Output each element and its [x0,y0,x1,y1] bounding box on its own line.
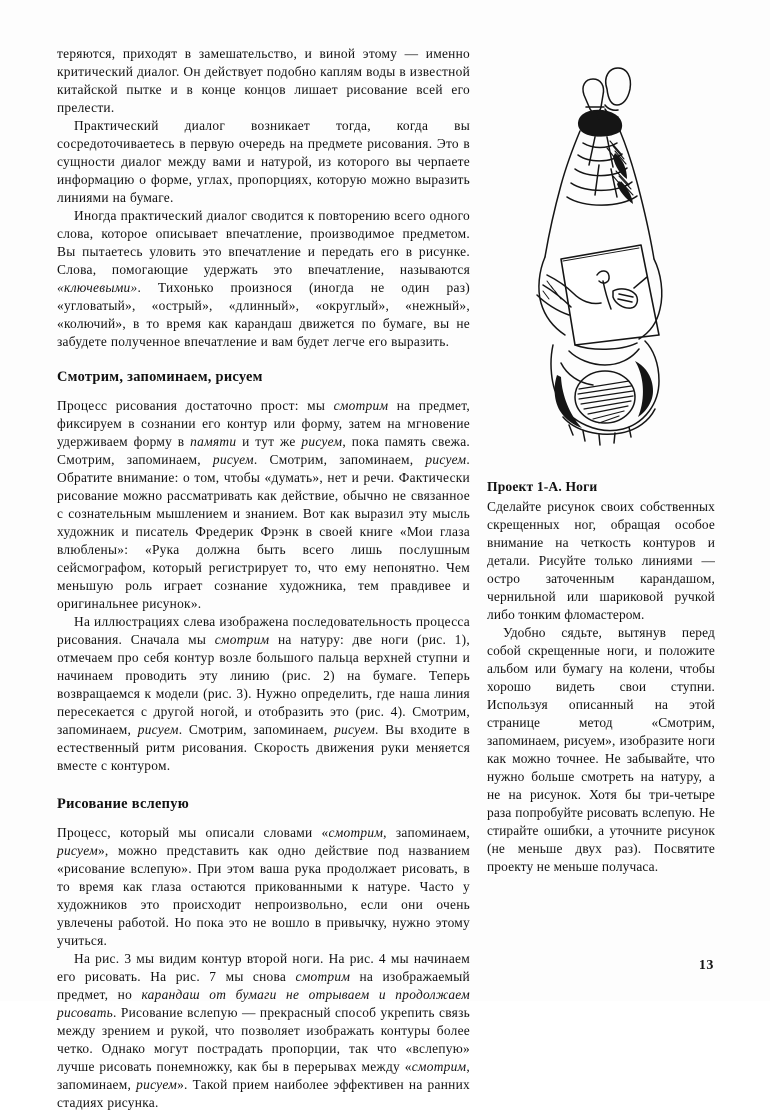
page-number: 13 [698,958,714,973]
project-heading: Проект 1-А. Ноги [487,479,598,494]
paragraph: Процесс рисования достаточно прост: мы смотрим на предмет, фиксируем в сознании его контур или форму, затем на мгновение удерживаем форму в памяти и тут же рисуем, пока память свежа. Смотрим, запоминаем, рисуем. Смотрим, запоминаем, рисуем. Обратите внимание: о том, чтобы «думать», нет и речи. Фактически рисование можно рассматривать как действие, обычно не связанное с сознательным мышлением и знанием. Вот как выразил эту мысль художник и писатель Фредерик Фрэнк в своей книге «Мои глаза влюблены»: «Рука должна быть всего лишь послушным сейсмографом, который регистрирует то, что ему непонятно. Чем меньшую роль играет сознание художника, тем правдивее и оригинальнее рисунок». [57,398,471,611]
section-heading-blind-drawing: Рисование вслепую [57,796,190,812]
main-text-column [57,45,470,1112]
project-paragraph: Удобно сядьте, вытянув перед собой скрещенные ноги, и положите альбом или бумагу на колени, чтобы хорошо видеть свои ступни. Используя описанный на этой странице метод «Смотрим, запоминаем, рисуем», изобразите ноги как можно точнее. Не забывайте, что нужно больше смотреть на натуру, а не на рисунок. Хотя бы три-четыре раза попробуйте рисовать вслепую. Не стирайте ошибки, а уточните рисунок (не меньше двух раз). Посвятите проекту не меньше получаса. [487,625,715,874]
paragraph: На рис. 3 мы видим контур второй ноги. На рис. 4 мы начинаем его рисовать. На рис. 7 мы снова смотрим на изображаемый предмет, но карандаш от бумаги не отрываем и продолжаем рисовать. Рисование вслепую — прекрасный способ укрепить связь между зрением и рукой, что позволяет изображать контуры более четко. Однако могут пострадать пропорции, так что «вслепую» лучше рисовать понемножку, как бы в перерывах между «смотрим, запоминаем, рисуем». Такой прием наиболее эффективен на ранних стадиях рисунка. [57,951,470,1110]
project-paragraph: Сделайте рисунок своих собственных скрещенных ног, обращая особое внимание на четкость контуров и детали. Рисуйте только линиями — остро заточенным карандашом, чернильной или шариковой ручкой либо тонким фломастером. [487,499,715,622]
paragraph: Практический диалог возникает тогда, когда вы сосредоточиваетесь в первую очередь на предмете рисования. Это в сущности диалог между вами и натурой, из которого вы черпаете информацию о форме, углах, пропорциях, которую можно выразить линиями на бумаге. [57,118,470,205]
paragraph: Иногда практический диалог сводится к повторению всего одного слова, которое описывает впечатление, производимое предметом. Вы пытаетесь уловить это впечатление и передать его в рисунке. Слова, помогающие удержать это впечатление, называются «ключевыми». Тихонько произнося (иногда не один раз) «угловатый», «острый», «длинный», «округлый», «нежный», «колючий», в то время как карандаш движется по бумаге, вы не забудете полученное впечатление и вам будет легче его выразить. [57,208,470,349]
project-block [487,479,715,876]
side-column [487,45,715,876]
paragraph: На иллюстрациях слева изображена последовательность процесса рисования. Сначала мы смотрим на натуру: две ноги (рис. 1), отмечаем про себя контур возле большого пальца верхней ступни и начинаем проводить эту линию (рис. 2) на бумаге. Теперь возвращаемся к модели (рис. 3). Нужно определить, где наша линия пересекается с другой ногой, и отобразить это (рис. 4). Смотрим, запоминаем, рисуем. Смотрим, запоминаем, рисуем. Вы входите в естественный ритм рисования. Скорость движения руки меняется вместе с контуром. [57,614,471,773]
paragraph-continuation: теряются, приходят в замешательство, и виной этому — именно критический диалог. Он действует подобно каплям воды в известной китайской пытке и в конце концов лишает рисование всей его прелести. [57,46,470,115]
paragraph: Процесс, который мы описали словами «смотрим, запоминаем, рисуем», можно представить как одно действие под названием «рисование вслепую». При этом ваша рука продолжает рисовать, в то время как глаза остаются прикованными к натуре. Часто у художников это происходит непроизвольно, если они очень увлечены работой. Но пока это не вошло в привычку, нужно этому учиться. [57,825,470,948]
illustration-ink-drawing [487,45,715,465]
section-heading-look-remember-draw: Смотрим, запоминаем, рисуем [57,369,263,385]
